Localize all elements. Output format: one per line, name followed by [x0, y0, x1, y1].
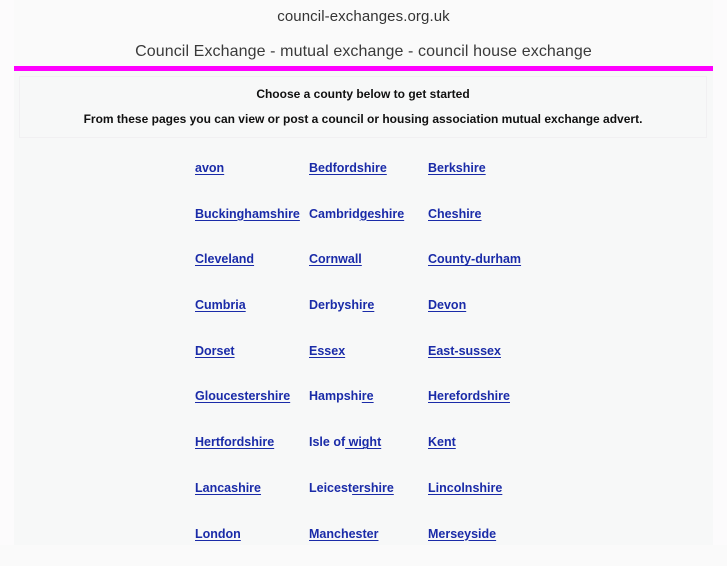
site-header	[14, 0, 713, 66]
intro-heading: Choose a county below to get started	[20, 87, 706, 101]
intro-panel	[19, 76, 707, 138]
county-link-gloucestershire[interactable]: Gloucestershire	[195, 389, 290, 403]
county-link-bedfordshire[interactable]: Bedfordshire	[309, 161, 387, 175]
county-link-text-tail: geshire	[360, 207, 404, 221]
county-link-text-head: Cambrid	[309, 207, 360, 221]
county-cell	[195, 389, 290, 403]
county-row	[14, 155, 713, 201]
county-cell	[309, 207, 404, 221]
county-link-kent[interactable]: Kent	[428, 435, 456, 449]
county-link-berkshire[interactable]: Berkshire	[428, 161, 486, 175]
county-link-london[interactable]: London	[195, 527, 241, 541]
county-link-cornwall[interactable]: Cornwall	[309, 252, 362, 266]
county-link-essex[interactable]: Essex	[309, 344, 345, 358]
county-link-derbyshire[interactable]	[309, 298, 374, 312]
county-link-avon[interactable]: avon	[195, 161, 224, 175]
county-link-devon[interactable]: Devon	[428, 298, 466, 312]
county-row	[14, 246, 713, 292]
county-link-text-tail: re	[362, 389, 374, 403]
county-row	[14, 338, 713, 384]
page-gutter-right	[713, 0, 727, 545]
county-row	[14, 383, 713, 429]
county-cell	[428, 389, 510, 403]
county-cell	[195, 435, 274, 449]
county-link-cumbria[interactable]: Cumbria	[195, 298, 246, 312]
county-cell	[309, 527, 378, 541]
county-link-manchester[interactable]: Manchester	[309, 527, 378, 541]
county-cell	[195, 481, 261, 495]
county-link-leicestershire[interactable]	[309, 481, 394, 495]
county-cell	[195, 298, 246, 312]
county-link-merseyside[interactable]: Merseyside	[428, 527, 496, 541]
county-link-cambridgeshire[interactable]	[309, 207, 404, 221]
county-link-hampshire[interactable]	[309, 389, 374, 403]
page-gutter-left	[0, 0, 14, 545]
county-cell	[309, 298, 374, 312]
county-cell	[428, 252, 521, 266]
county-link-east-sussex[interactable]: East-sussex	[428, 344, 501, 358]
county-row	[14, 201, 713, 247]
county-link-isle-of-wight[interactable]	[309, 435, 381, 449]
county-cell	[309, 435, 381, 449]
county-cell	[428, 527, 496, 541]
intro-subtext: From these pages you can view or post a council or housing association mutual exchange advert.	[20, 112, 706, 126]
county-link-county-durham[interactable]: County-durham	[428, 252, 521, 266]
county-link-grid	[14, 155, 713, 566]
county-link-text-tail: wight	[345, 435, 381, 449]
county-cell	[195, 527, 241, 541]
county-row	[14, 429, 713, 475]
county-cell	[309, 481, 394, 495]
county-cell	[309, 389, 374, 403]
county-link-text-head: Isle of	[309, 435, 345, 449]
county-cell	[428, 435, 456, 449]
county-link-text-head: Hampshi	[309, 389, 362, 403]
county-cell	[428, 481, 502, 495]
county-link-buckinghamshire[interactable]: Buckinghamshire	[195, 207, 300, 221]
county-cell	[428, 344, 501, 358]
site-title: council-exchanges.org.uk	[14, 8, 713, 25]
county-cell	[195, 207, 300, 221]
county-cell	[195, 161, 224, 175]
county-link-dorset[interactable]: Dorset	[195, 344, 235, 358]
county-cell	[195, 252, 254, 266]
content-column	[14, 0, 713, 545]
county-link-text-head: Derbyshi	[309, 298, 363, 312]
county-link-cheshire[interactable]: Cheshire	[428, 207, 482, 221]
county-link-text-tail: re	[363, 298, 375, 312]
county-cell	[309, 161, 387, 175]
county-link-cleveland[interactable]: Cleveland	[195, 252, 254, 266]
accent-divider	[14, 66, 713, 71]
county-cell	[309, 252, 362, 266]
county-cell	[428, 161, 486, 175]
county-cell	[428, 207, 482, 221]
county-row	[14, 292, 713, 338]
county-link-lincolnshire[interactable]: Lincolnshire	[428, 481, 502, 495]
county-link-herefordshire[interactable]: Herefordshire	[428, 389, 510, 403]
county-cell	[195, 344, 235, 358]
county-link-text-tail: ershire	[352, 481, 394, 495]
county-cell	[309, 344, 345, 358]
county-link-lancashire[interactable]: Lancashire	[195, 481, 261, 495]
county-row	[14, 521, 713, 566]
county-cell	[428, 298, 466, 312]
county-link-hertfordshire[interactable]: Hertfordshire	[195, 435, 274, 449]
site-tagline: Council Exchange - mutual exchange - council house exchange	[14, 43, 713, 61]
county-link-text-head: Leicest	[309, 481, 352, 495]
county-row	[14, 475, 713, 521]
